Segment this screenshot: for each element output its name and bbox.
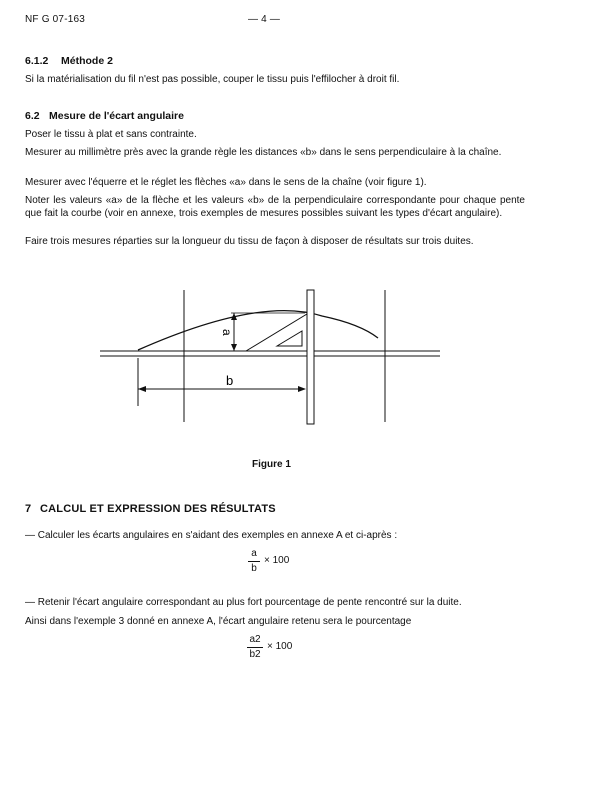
formula-a2-over-b2 [246, 634, 316, 664]
arrow-b-head-left [138, 386, 146, 392]
label-a: a [220, 329, 234, 336]
square-triangle [246, 314, 307, 351]
heading-612 [25, 55, 113, 67]
standard-reference: NF G 07-163 [25, 14, 86, 25]
list-item-2: — Retenir l'écart angulaire correspondant au plus fort pourcentage de pente rencontré sur la duite. [25, 597, 462, 608]
formula-2-multiplier: × 100 [267, 641, 293, 652]
list-item-1: — Calculer les écarts angulaires en s'aidant des exemples en annexe A et ci-après : [25, 530, 398, 541]
formula-2-denominator: b2 [249, 649, 261, 660]
figure-1-diagram [0, 280, 600, 440]
heading-62-title: Mesure de l'écart angulaire [49, 110, 184, 122]
heading-7 [25, 503, 276, 515]
formula-a-over-b [246, 548, 306, 578]
paragraph-62-5: Faire trois mesures réparties sur la longueur du tissu de façon à disposer de résultats sur trois duites. [25, 236, 474, 247]
formula-1-multiplier: × 100 [264, 555, 290, 566]
heading-62-number: 6.2 [25, 110, 40, 122]
formula-1-fraction-bar [248, 561, 260, 562]
formula-1-denominator: b [251, 563, 257, 574]
paragraph-612: Si la matérialisation du fil n'est pas possible, couper le tissu puis l'effilocher à droit fil. [25, 74, 400, 85]
arrow-a-head-bottom [231, 344, 237, 351]
paragraph-62-3: Mesurer avec l'équerre et le réglet les flèches «a» dans le sens de la chaîne (voir figure 1). [25, 177, 427, 188]
square-inner-triangle [277, 331, 302, 346]
formula-2-numerator: a2 [249, 634, 261, 645]
paragraph-62-1: Poser le tissu à plat et sans contrainte. [25, 129, 197, 140]
page-number: — 4 — [248, 14, 281, 25]
ruler-post [307, 290, 314, 424]
heading-7-title: CALCUL ET EXPRESSION DES RÉSULTATS [40, 503, 276, 515]
heading-7-number: 7 [25, 503, 32, 515]
paragraph-62-2: Mesurer au millimètre près avec la grande règle les distances «b» dans le sens perpendiculaire à la chaîne. [25, 147, 502, 158]
figure-caption: Figure 1 [252, 459, 291, 470]
formula-2-fraction-bar [247, 647, 263, 648]
formula-1-numerator: a [251, 548, 257, 559]
label-b: b [226, 373, 234, 388]
heading-612-title: Méthode 2 [61, 55, 113, 67]
heading-612-number: 6.1.2 [25, 55, 49, 67]
paragraph-7-example: Ainsi dans l'exemple 3 donné en annexe A, l'écart angulaire retenu sera le pourcentage [25, 616, 412, 627]
arrow-b-head-right [298, 386, 306, 392]
paragraph-62-4: Noter les valeurs «a» de la flèche et les valeurs «b» de la perpendiculaire correspondante pour chaque pente que fait la courbe (voir en annexe, trois exemples de mesures possibles suivant les types d'écart angulaire). [25, 195, 525, 219]
heading-62 [25, 110, 184, 122]
